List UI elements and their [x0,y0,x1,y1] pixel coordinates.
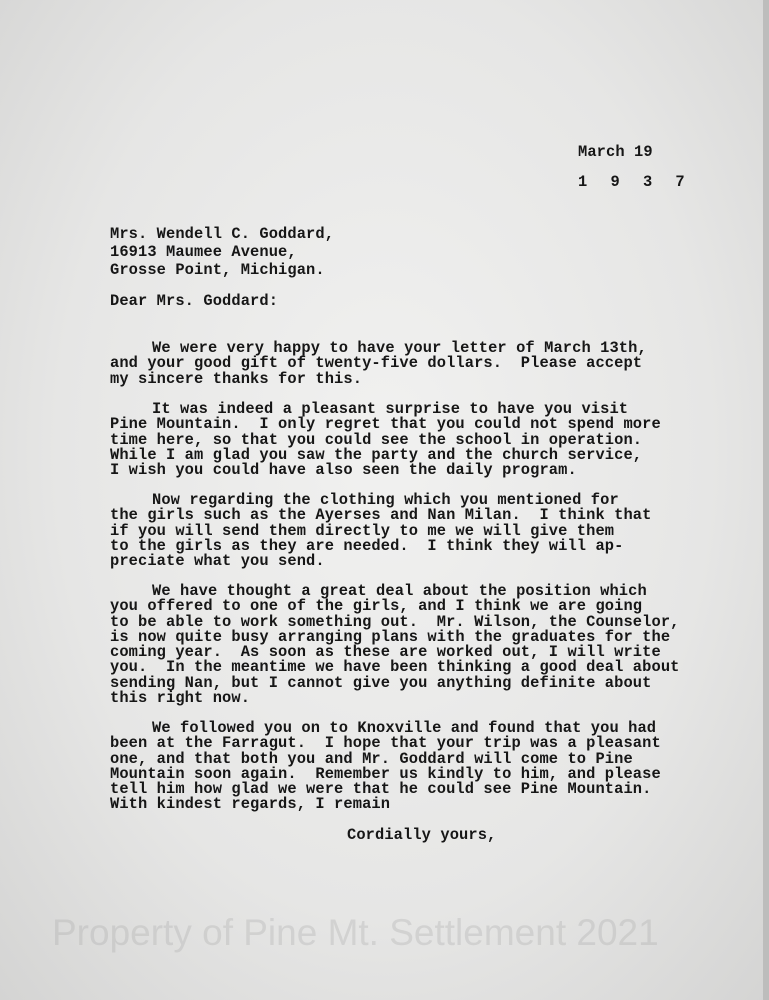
text-line: I wish you could have also seen the daily program. [110,461,577,480]
text-line: you. In the meantime we have been thinking a good deal about [110,658,680,677]
text-line: my sincere thanks for this. [110,369,363,388]
text-line: the girls such as the Ayerses and Nan Milan. I think that [110,506,652,525]
text-line: time here, so that you could see the school in operation. [110,430,643,449]
text-line: We have thought a great deal about the position which [152,582,647,600]
text-line: tell him how glad we were that he could see Pine Mountain. [110,780,652,799]
text-line: With kindest regards, I remain [110,795,391,814]
text-line: It was indeed a pleasant surprise to have you visit [152,400,629,418]
text-line: Now regarding the clothing which you mentioned for [152,491,619,509]
text-line: this right now. [110,689,251,708]
closing: Cordially yours, [347,826,497,844]
recipient-address [110,225,334,279]
text-line: While I am glad you saw the party and the church service, [110,445,643,464]
paragraph-5 [110,721,661,813]
text-line: coming year. As soon as these are worked out, I will write [110,643,661,662]
paragraph-2 [110,402,661,478]
text-line: preciate what you send. [110,552,325,571]
text-line: to be able to work something out. Mr. Wilson, the Counselor, [110,612,680,631]
address-line: Mrs. Wendell C. Goddard, [110,225,335,243]
text-line: if you will send them directly to me we will give them [110,521,615,540]
text-line: sending Nan, but I cannot give you anything definite about [110,673,652,692]
text-line: Pine Mountain. I only regret that you could not spend more [110,415,661,434]
text-line: Mountain soon again. Remember us kindly to him, and please [110,764,661,783]
address-line: Grosse Point, Michigan. [110,261,325,279]
letter-date: March 19 [578,143,653,161]
text-line: is now quite busy arranging plans with the graduates for the [110,627,671,646]
text-line: you offered to one of the girls, and I think we are going [110,597,643,616]
paragraph-3 [110,493,651,569]
address-line: 16913 Maumee Avenue, [110,243,297,261]
paragraph-1 [110,341,647,387]
page-edge-shadow [763,0,769,1000]
text-line: been at the Farragut. I hope that your trip was a pleasant [110,734,661,753]
salutation: Dear Mrs. Goddard: [110,292,279,310]
text-line: We followed you on to Knoxville and found that you had [152,719,657,737]
text-line: one, and that both you and Mr. Goddard will come to Pine [110,749,633,768]
watermark: Property of Pine Mt. Settlement 2021 [52,912,659,953]
text-line: to the girls as they are needed. I think they will ap- [110,536,624,555]
paragraph-4 [110,584,680,706]
text-line: We were very happy to have your letter of March 13th, [152,339,647,357]
letter-year: 1 9 3 7 [578,173,692,191]
text-line: and your good gift of twenty-five dollars. Please accept [110,354,643,373]
